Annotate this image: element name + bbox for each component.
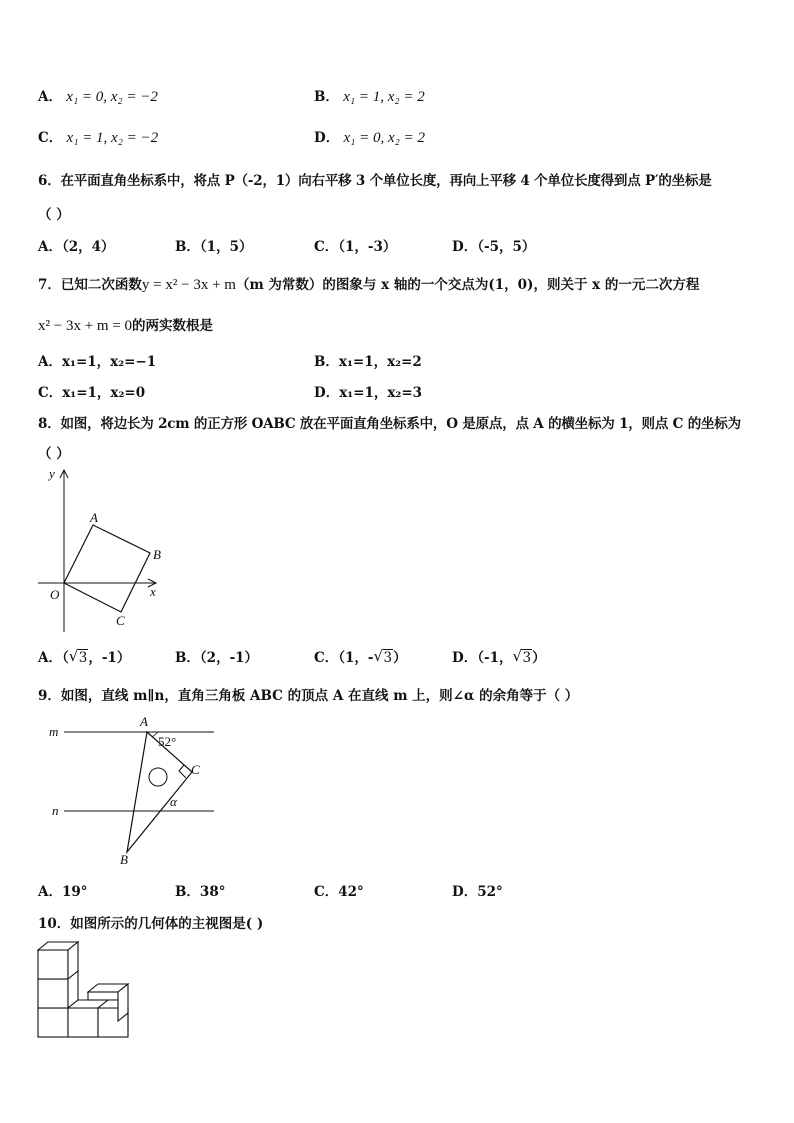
q5-option-b[interactable]: B． x₁ = 1, x₂ = 2: [314, 89, 425, 105]
q6-option-c[interactable]: C．（1，-3）: [314, 239, 397, 255]
q9-right-angle-mark: [179, 765, 186, 778]
q8-label-x: x: [150, 584, 156, 599]
q5-option-a[interactable]: A． x₁ = 0, x₂ = −2: [38, 89, 158, 105]
sqrt-symbol: √ 3: [512, 647, 532, 666]
q9-label-52: 52°: [158, 734, 177, 749]
cube-face: [38, 950, 68, 979]
q6-answer-paren: （ ）: [38, 207, 70, 223]
q9-option-a[interactable]: A．19°: [38, 884, 88, 900]
q6-option-d[interactable]: D．（-5，5）: [452, 239, 536, 255]
q9-figure: [44, 712, 224, 868]
cube-face: [38, 1008, 68, 1037]
q8-square-oabc: [64, 525, 150, 612]
q10-figure-cubes: [34, 938, 134, 1042]
sqrt-symbol: √ 3: [373, 647, 393, 666]
q8-option-b[interactable]: B．（2，-1）: [175, 650, 259, 666]
q8-stem: 8．如图，将边长为 2cm 的正方形 OABC 放在平面直角坐标系中，O 是原点，点 A 的横坐标为 1，则点 C 的坐标为: [38, 416, 741, 432]
q8-option-c[interactable]: C．（1，- √ 3）: [314, 647, 407, 666]
q8-answer-paren: （ ）: [38, 446, 70, 462]
q9-option-d[interactable]: D．52°: [452, 884, 503, 900]
cube-face: [88, 992, 118, 1000]
q9-label-c: C: [191, 762, 200, 777]
q9-label-a: A: [140, 714, 148, 729]
q9-triangle-hole: [149, 768, 167, 786]
q9-stem: 9．如图，直线 m∥n，直角三角板 ABC 的顶点 A 在直线 m 上，则∠α 的余角等于（ ）: [38, 688, 579, 704]
q9-triangle-abc: [127, 732, 192, 852]
cube-face: [68, 1008, 98, 1037]
q10-stem: 10．如图所示的几何体的主视图是( ): [38, 916, 264, 932]
q5-option-c[interactable]: C． x₁ = 1, x₂ = −2: [38, 130, 159, 146]
q7-option-b[interactable]: B．x₁=1，x₂=2: [314, 354, 422, 370]
cube-face: [38, 979, 68, 1008]
sqrt-symbol: √ 3: [68, 647, 88, 666]
q8-label-c: C: [116, 613, 125, 628]
q7-stem: 7．已知二次函数y = x² − 3x + m（m 为常数）的图象与 x 轴的一个交点为(1，0)，则关于 x 的一元二次方程: [38, 277, 700, 293]
q9-option-b[interactable]: B．38°: [175, 884, 226, 900]
q9-label-n: n: [52, 803, 59, 818]
q8-label-a: A: [90, 510, 98, 525]
q7-option-a[interactable]: A．x₁=1，x₂=−1: [38, 354, 157, 370]
q8-option-a[interactable]: A．（ √ 3，-1）: [38, 647, 131, 666]
q7-option-c[interactable]: C．x₁=1，x₂=0: [38, 385, 146, 401]
q9-label-b: B: [120, 852, 128, 867]
q8-label-o: O: [50, 587, 60, 602]
q9-label-m: m: [49, 724, 59, 739]
q8-label-b: B: [153, 547, 161, 562]
q6-option-a[interactable]: A．（2，4）: [38, 239, 115, 255]
q9-label-alpha: α: [170, 794, 177, 809]
q8-option-d[interactable]: D．（-1， √ 3）: [452, 647, 546, 666]
q5-option-d[interactable]: D． x₁ = 0, x₂ = 2: [314, 130, 426, 146]
q6-option-b[interactable]: B．（1，5）: [175, 239, 253, 255]
q9-option-c[interactable]: C．42°: [314, 884, 364, 900]
q7-option-d[interactable]: D．x₁=1，x₂=3: [314, 385, 423, 401]
q6-stem: 6．在平面直角坐标系中，将点 P（-2，1）向右平移 3 个单位长度，再向上平移 4 个单位长度得到点 P′的坐标是: [38, 173, 712, 189]
q8-label-y: y: [49, 466, 55, 481]
q8-figure: [30, 462, 165, 634]
q7-equation: x² − 3x + m = 0的两实数根是: [38, 318, 214, 334]
